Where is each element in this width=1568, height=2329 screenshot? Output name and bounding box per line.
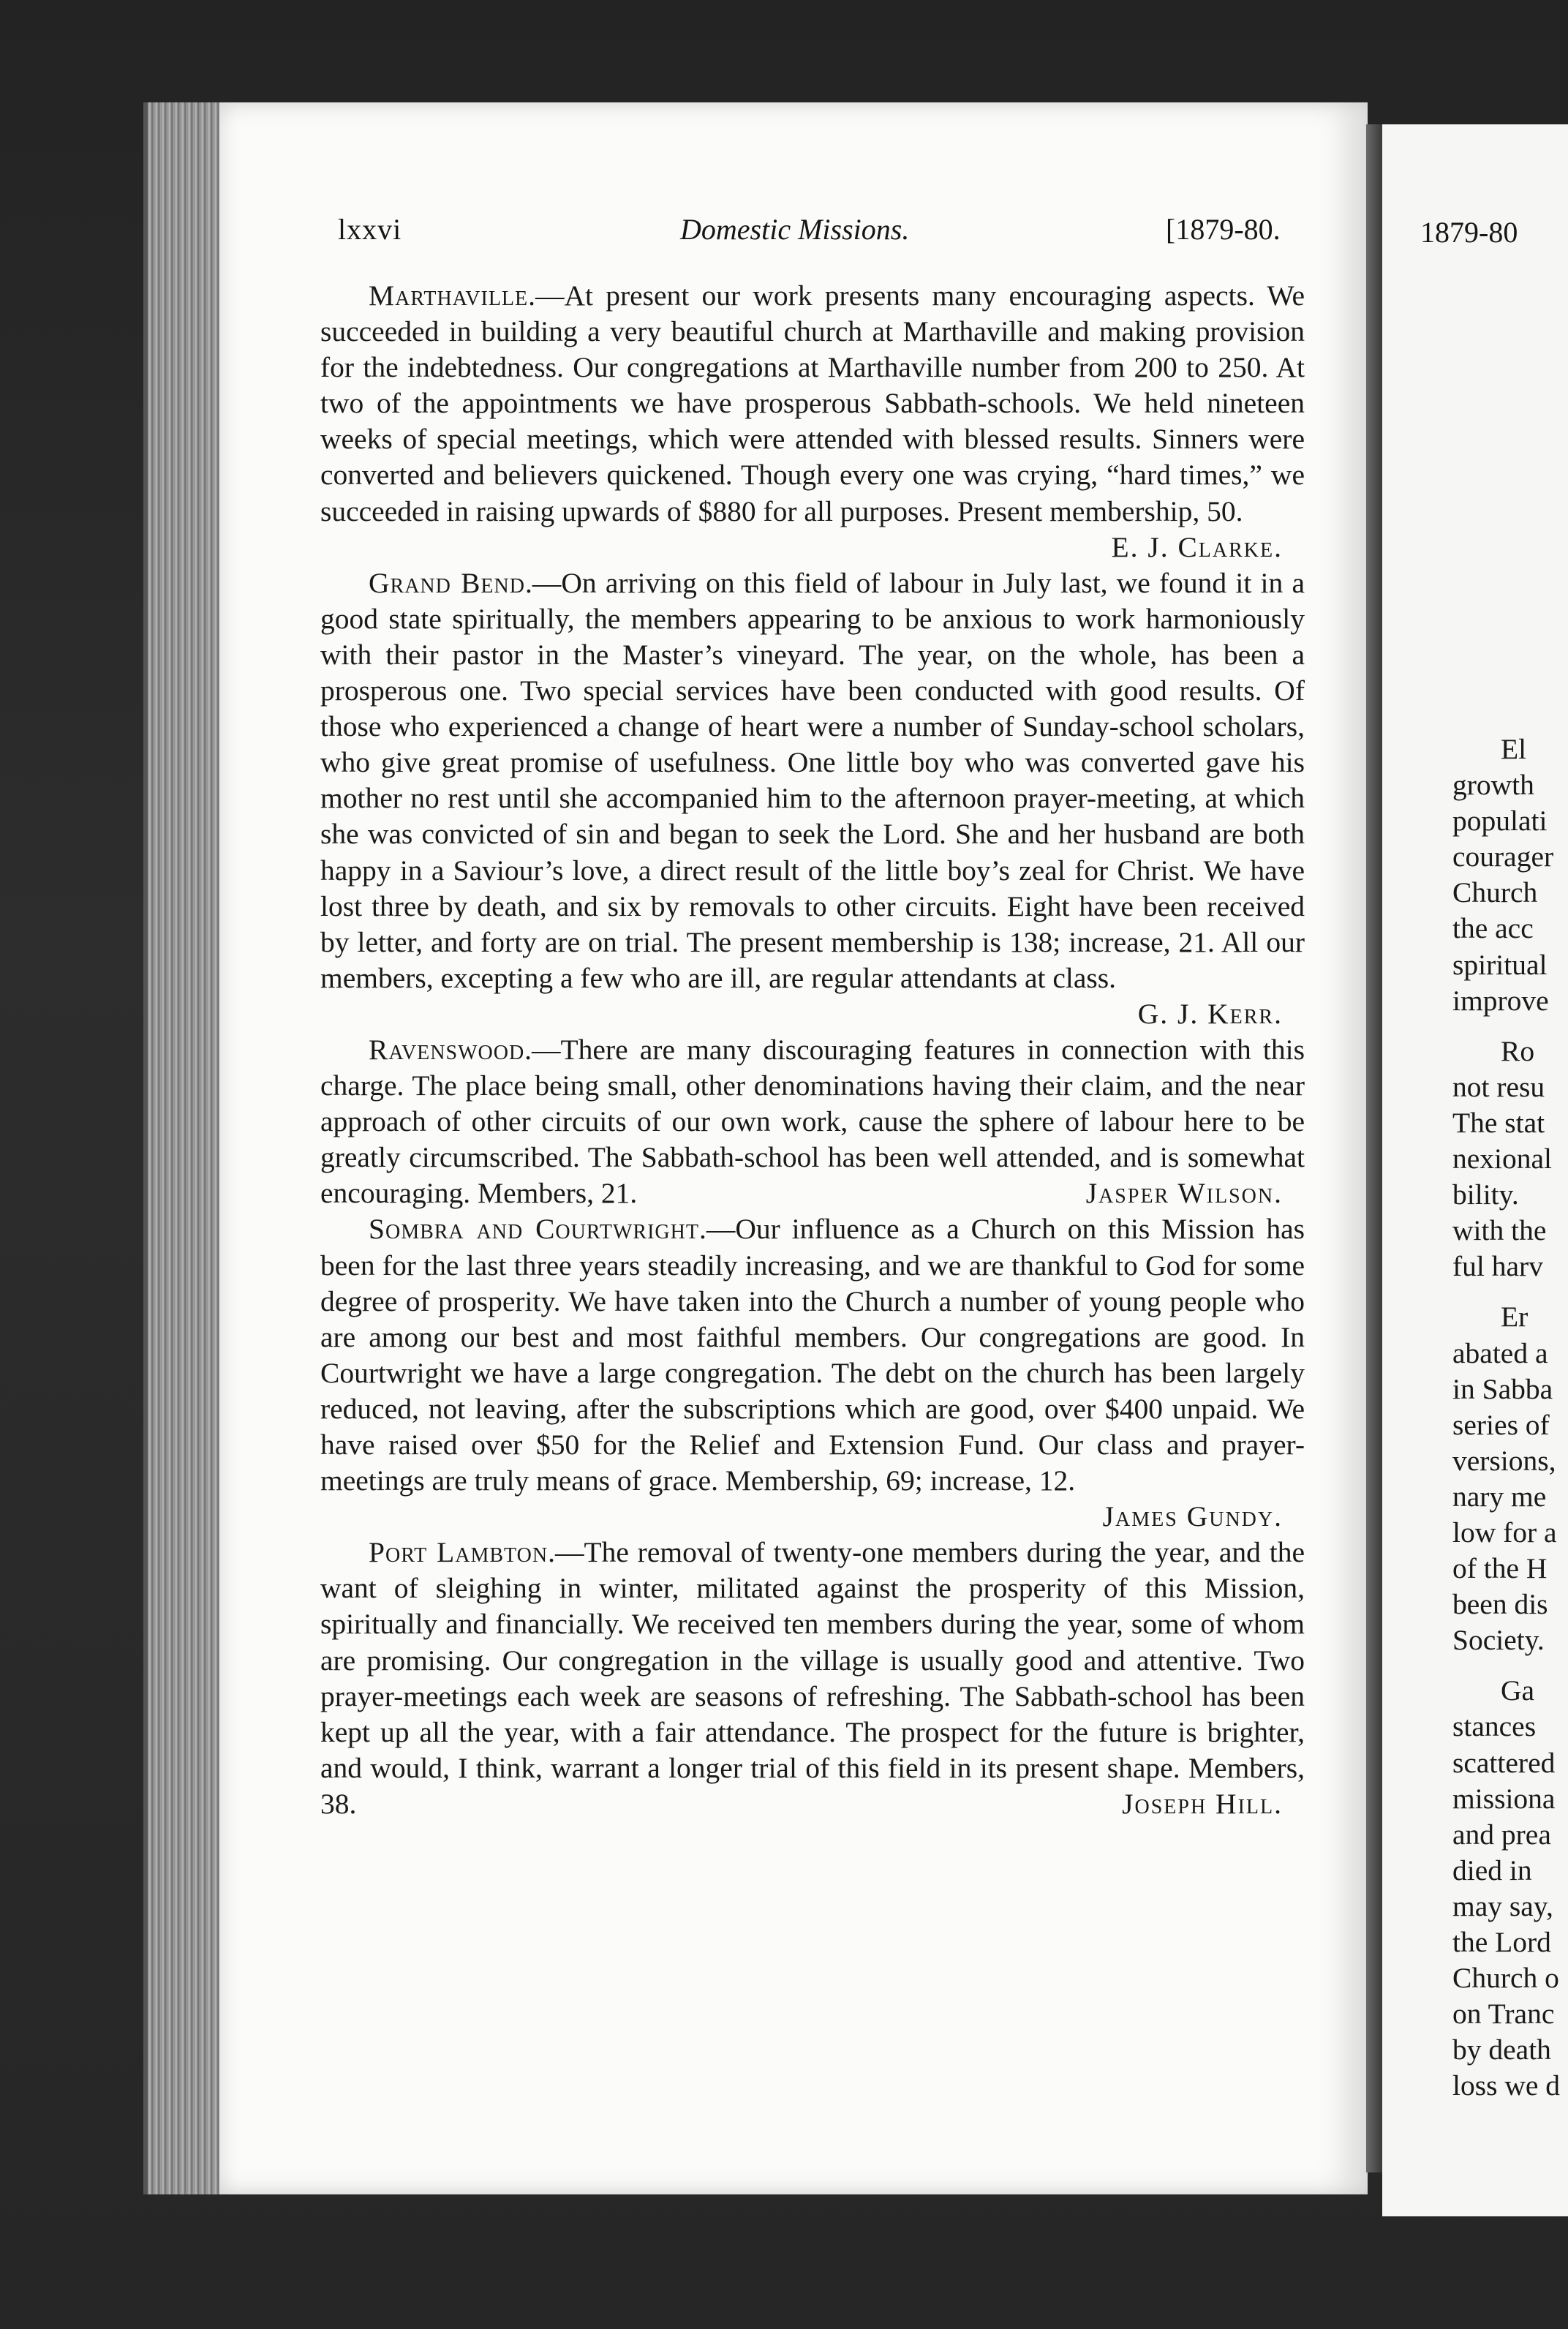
right-page-line: Church o — [1452, 1962, 1559, 1995]
right-page-text-fragment — [1452, 731, 1568, 2104]
right-page-year: 1879-80 — [1420, 216, 1518, 249]
report-place-name: Port Lambton — [369, 1536, 549, 1569]
right-page-line: series of — [1452, 1408, 1550, 1441]
report-signature: G. J. Kerr. — [1137, 997, 1283, 1030]
report-place-name: Marthaville — [369, 279, 529, 312]
right-page-line: and prea — [1452, 1818, 1551, 1851]
report-text: On arriving on this field of labour in July last, we found it in a good state spiritually, the members appearing to be anxious to work harmoniously with their pastor in the Master’s vineyard. The year, on the whole, has been a prosperous one. Two special services have been conducted with good results. Of those who experienced a change of heart were a number of Sunday-school scholars, who give great promise of usefulness. One little boy who was converted gave his mother no rest until she accompanied him to the afternoon prayer-meeting, at which she was convicted of sin and began to seek the Lord. She and her husband are both happy in a Saviour’s love, a direct result of the little boy’s zeal for Christ. We have lost three by death, and six by removals to other circuits. Eight have been received by letter, and forty are on trial. The present membership is 138; increase, 21. All our members, excepting a few who are ill, are regular attendants at class. — [320, 566, 1305, 994]
right-page-line: with the — [1452, 1214, 1547, 1247]
mission-report: Marthaville.—At present our work presents many encouraging aspects. We succeeded in building a very beautiful church at Marthaville and making provision for the indebtedness. Our congregations at Marthaville number from 200 to 250. At two of the appointments we have prosperous Sabbath-schools. We held nineteen weeks of special meetings, which were attended with blessed results. Sinners were converted and believers quickened. Though every one was crying, “hard times,” we succeeded in raising upwards of $880 for all purposes. Present membership, 50. E. J. Clarke. — [320, 278, 1305, 565]
report-text: Our influence as a Church on this Mission has been for the last three years steadily increasing, and we are thankful to God for some degree of prosperity. We have taken into the Church a number of young people who are among our best and most faithful members. Our congregations are good. In Courtwright we have a large congregation. The debt on the church has been largely reduced, not leaving, after the subscriptions which are good, over $400 unpaid. We have raised over $50 for the Relief and Extension Fund. Our class and prayer-meetings are truly means of grace. Membership, 69; increase, 12. — [320, 1213, 1305, 1497]
book-gutter — [1366, 124, 1382, 2172]
right-page-line: Ro — [1501, 1034, 1535, 1067]
report-text: The removal of twenty-one members during the year, and the want of sleighing in winter, militated against the prosperity of this Mission, spiritually and financially. We received ten members during the year, some of whom are promising. Our congregation in the village is usually good and attentive. Two prayer-meetings each week are seasons of refreshing. The Sabbath-school has been kept up all the year, with a fair attendance. The prospect for the future is brighter, and would, I think, warrant a longer trial of this field in its present shape. Members, 38. — [320, 1536, 1305, 1820]
right-page-line: spiritual — [1452, 948, 1548, 981]
right-page-line: scattered — [1452, 1746, 1556, 1779]
right-page-line: been dis — [1452, 1588, 1548, 1621]
right-page-line: low for a — [1452, 1516, 1557, 1549]
right-page-line: the acc — [1452, 912, 1534, 945]
right-page-line: by death — [1452, 2033, 1551, 2066]
report-text: There are many discouraging features in connection with this charge. The place being small, other denominations having their claim, and the near approach of other circuits of our own work, cause the sphere of labour here to be greatly circumscribed. The Sabbath-school has been well attended, and is somewhat encouraging. Members, 21. — [320, 1033, 1305, 1210]
paragraph-gap — [1452, 1284, 1568, 1299]
right-page-line: in Sabba — [1452, 1372, 1553, 1405]
right-page-line: not resu — [1452, 1070, 1545, 1103]
mission-report: Grand Bend.—On arriving on this field of labour in July last, we found it in a good state spiritually, the members appearing to be anxious to work harmoniously with their pastor in the Master’s vineyard. The year, on the whole, has been a prosperous one. Two special services have been conducted with good results. Of those who experienced a change of heart were a number of Sunday-school scholars, who give great promise of usefulness. One little boy who was converted gave his mother no rest until she accompanied him to the afternoon prayer-meeting, at which she was convicted of sin and began to seek the Lord. She and her husband are both happy in a Saviour’s love, a direct result of the little boy’s zeal for Christ. We have lost three by death, and six by removals to other circuits. Eight have been received by letter, and forty are on trial. The present membership is 138; increase, 21. All our members, excepting a few who are ill, are regular attendants at class. G. J. Kerr. — [320, 565, 1305, 1032]
paragraph-gap — [1452, 1658, 1568, 1673]
right-page-line: Society. — [1452, 1624, 1545, 1657]
report-signature: Jasper Wilson. — [1085, 1177, 1283, 1210]
right-page-line: nary me — [1452, 1480, 1547, 1513]
report-signature: James Gundy. — [1102, 1500, 1283, 1533]
book-page-edges — [143, 102, 228, 2194]
right-page-line: Er — [1501, 1301, 1529, 1333]
right-page-line: growth — [1452, 769, 1534, 802]
right-page-line: El — [1501, 733, 1527, 765]
mission-report: Port Lambton.—The removal of twenty-one members during the year, and the want of sleighing in winter, militated against the prosperity of this Mission, spiritually and financially. We received ten members during the year, some of whom are promising. Our congregation in the village is usually good and attentive. Two prayer-meetings each week are seasons of refreshing. The Sabbath-school has been kept up all the year, with a fair attendance. The prospect for the future is brighter, and would, I think, warrant a longer trial of this field in its present shape. Members, 38. Joseph Hill. — [320, 1535, 1305, 1822]
report-text: At present our work presents many encouraging aspects. We succeeded in building a very beautiful church at Marthaville and making provision for the indebtedness. Our congregations at Marthaville number from 200 to 250. At two of the appointments we have prosperous Sabbath-schools. We held nineteen weeks of special meetings, which were attended with blessed results. Sinners were converted and believers quickened. Though every one was crying, “hard times,” we succeeded in raising upwards of $880 for all purposes. Present membership, 50. — [320, 279, 1305, 527]
right-page-line: The stat — [1452, 1106, 1545, 1139]
report-place-name: Grand Bend — [369, 566, 525, 599]
report-signature: Joseph Hill. — [1122, 1787, 1283, 1820]
report-signature: E. J. Clarke. — [1111, 530, 1283, 563]
right-page-line: improve — [1452, 984, 1549, 1017]
right-page-line: versions, — [1452, 1444, 1556, 1477]
right-page-line: may say, — [1452, 1889, 1553, 1922]
right-page-line: Church — [1452, 876, 1538, 909]
right-page-line: nexional — [1452, 1143, 1553, 1175]
running-title: Domestic Missions. — [680, 213, 910, 246]
right-page-line: loss we d — [1452, 2069, 1561, 2102]
right-page-line: on Tranc — [1452, 1998, 1555, 2031]
right-page-line: Ga — [1501, 1674, 1535, 1707]
right-page-line: abated a — [1452, 1336, 1548, 1369]
report-place-name: Ravenswood — [369, 1033, 525, 1066]
right-page-line: populati — [1452, 805, 1548, 838]
mission-report: Sombra and Courtwright.—Our influence as a Church on this Mission has been for the last three years steadily increasing, and we are thankful to God for some degree of prosperity. We have taken into the Church a number of young people who are among our best and most faithful members. Our congregations are good. In Courtwright we have a large congregation. The debt on the church has been largely reduced, not leaving, after the subscriptions which are good, over $400 unpaid. We have raised over $50 for the Relief and Extension Fund. Our class and prayer-meetings are truly means of grace. Membership, 69; increase, 12. James Gundy. — [320, 1211, 1305, 1535]
right-page-line: courager — [1452, 840, 1554, 873]
right-page-line: missiona — [1452, 1782, 1556, 1815]
mission-report: Ravenswood.—There are many discouraging features in connection with this charge. The place being small, other denominations having their claim, and the near approach of other circuits of our own work, cause the sphere of labour here to be greatly circumscribed. The Sabbath-school has been well attended, and is somewhat encouraging. Members, 21. Jasper Wilson. — [320, 1032, 1305, 1211]
right-page — [1382, 124, 1568, 2216]
right-page-line: of the H — [1452, 1552, 1548, 1585]
right-page-line: ful harv — [1452, 1250, 1543, 1283]
report-place-name: Sombra and Courtwright — [369, 1213, 699, 1246]
paragraph-gap — [1452, 1019, 1568, 1034]
mission-reports — [320, 278, 1305, 1822]
page-number: lxxvi — [338, 213, 402, 246]
running-year: [1879-80. — [1166, 213, 1281, 246]
right-page-line: bility. — [1452, 1178, 1519, 1211]
right-page-line: died in — [1452, 1854, 1532, 1886]
right-page-line: stances — [1452, 1710, 1537, 1743]
right-page-line: the Lord — [1452, 1926, 1551, 1958]
